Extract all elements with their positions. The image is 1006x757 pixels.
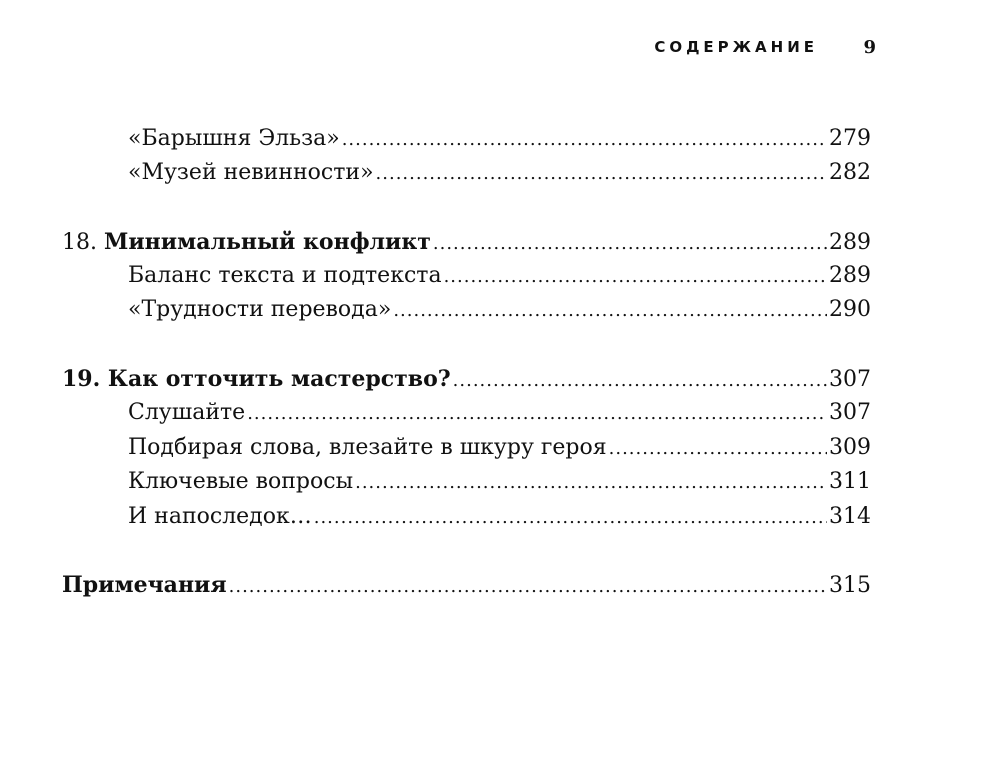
- running-head: СОДЕРЖАНИЕ: [654, 38, 818, 56]
- toc-entry-words: [128, 433, 871, 463]
- notes-title: Примечания: [62, 572, 227, 598]
- toc-chapter-19: [62, 364, 871, 394]
- toc-entry-page: 314: [829, 504, 871, 529]
- dot-leader: [342, 125, 827, 155]
- toc-entry-page: 282: [829, 160, 871, 185]
- dot-leader: [229, 572, 827, 602]
- toc-entry-title: Слушайте: [128, 400, 246, 425]
- toc-entry-title: И напоследок…: [128, 504, 312, 529]
- toc-entry-title: «Трудности перевода»: [128, 297, 392, 322]
- toc-notes: [62, 570, 871, 600]
- toc-entry-finally: [128, 502, 871, 532]
- toc-entry-title: «Барышня Эльза»: [128, 126, 340, 151]
- page-number: 9: [863, 37, 876, 58]
- toc-entry-page: 279: [829, 126, 871, 151]
- dot-leader: [453, 366, 827, 396]
- toc-entry-title: Подбирая слова, влезайте в шкуру героя: [128, 435, 607, 460]
- dot-leader: [433, 229, 827, 259]
- dot-leader: [247, 399, 827, 429]
- toc-entry-museum: [128, 158, 871, 188]
- dot-leader: [609, 434, 827, 464]
- toc-entry-page: 290: [829, 297, 871, 322]
- toc-entry-title: Ключевые вопросы: [128, 469, 354, 494]
- dot-leader: [444, 262, 827, 292]
- toc-entry-page: 309: [829, 435, 871, 460]
- notes-page: 315: [829, 573, 871, 598]
- toc-entry-page: 307: [829, 400, 871, 425]
- toc-entry-elsa: [128, 124, 871, 154]
- toc-entry-page: 311: [829, 469, 871, 494]
- toc-entry-title: «Музей невинности»: [128, 160, 374, 185]
- toc-entry-balance: [128, 261, 871, 291]
- toc-entry-page: 289: [829, 263, 871, 288]
- chapter-page: 289: [829, 230, 871, 255]
- page-header: [0, 36, 1006, 60]
- dot-leader: [314, 503, 827, 533]
- toc-entry-listen: [128, 398, 871, 428]
- dot-leader: [376, 159, 827, 189]
- toc-entry-title: Баланс текста и подтекста: [128, 263, 442, 288]
- chapter-page: 307: [829, 367, 871, 392]
- toc-chapter-18: [62, 227, 871, 257]
- toc-entry-translation: [128, 295, 871, 325]
- chapter-number: 18.: [62, 230, 97, 255]
- chapter-title: 19. Как отточить мастерство?: [62, 366, 451, 392]
- chapter-title: Минимальный конфликт: [104, 229, 431, 255]
- dot-leader: [355, 468, 827, 498]
- toc-entry-questions: [128, 467, 871, 497]
- dot-leader: [393, 296, 827, 326]
